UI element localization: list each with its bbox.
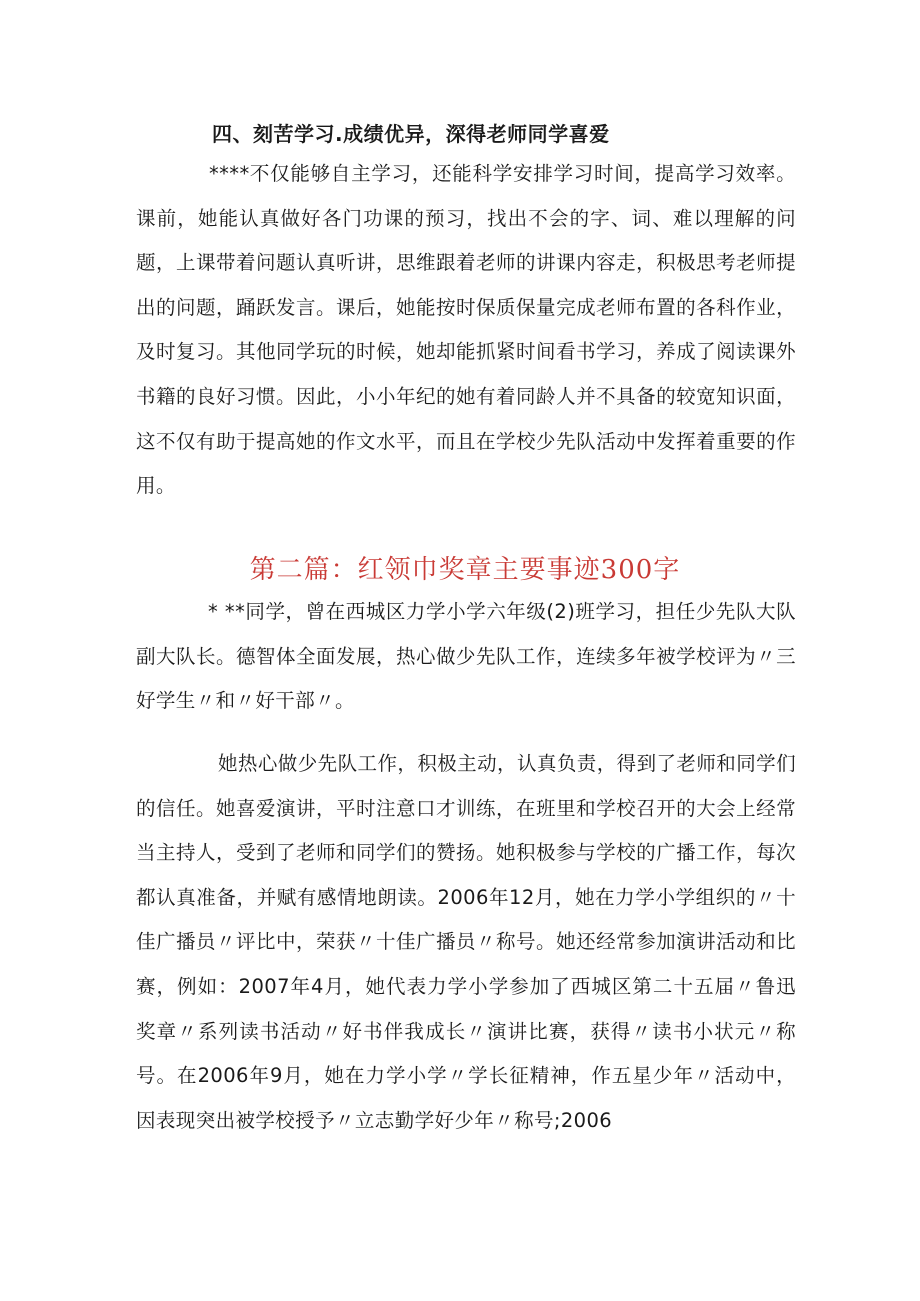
paragraph-study-habits: ****不仅能够自主学习，还能科学安排学习时间，提高学习效率。课前，她能认真做好各门功课的预习，找出不会的字、词、难以理解的问题，上课带着问题认真听讲，思维跟着老师的讲课内容走，积极思考老师提出的问题，踊跃发言。课后，她能按时保质保量完成老师布置的各科作业，及时复习。其他同学玩的时候，她却能抓紧时间看书学习，养成了阅读课外书籍的良好习惯。因此，小小年纪的她有着同龄人并不具备的较宽知识面，这不仅有助于提高她的作文水平，而且在学校少先队活动中发挥着重要的作用。 bbox=[136, 162, 796, 498]
chapter-title bbox=[0, 550, 920, 590]
paragraph-introduction: * **同学，曾在西城区力学小学六年级(2)班学习，担任少先队大队副大队长。德智体全面发展，热心做少先队工作，连续多年被学校评为〃三好学生〃和〃好干部〃。 bbox=[136, 600, 796, 713]
section-heading: 四、刻苦学习.成绩优异，深得老师同学喜爱 bbox=[212, 122, 610, 146]
chapter-title-text: 第二篇：红领巾奖章主要事迹300字 bbox=[249, 555, 681, 585]
paragraph-activities: 她热心做少先队工作，积极主动，认真负责，得到了老师和同学们的信任。她喜爱演讲，平时注意口才训练，在班里和学校召开的大会上经常当主持人，受到了老师和同学们的赞扬。她积极参与学校的广播工作，每次都认真准备，并赋有感情地朗读。2006年12月，她在力学小学组织的〃十佳广播员〃评比中，荣获〃十佳广播员〃称号。她还经常参加演讲活动和比赛，例如：2007年4月，她代表力学小学参加了西城区第二十五届〃鲁迅奖章〃系列读书活动〃好书伴我成长〃演讲比赛，获得〃读书小状元〃称号。在2006年9月，她在力学小学〃学长征精神，作五星少年〃活动中，因表现突出被学校授予〃立志勤学好少年〃称号;2006 bbox=[136, 752, 796, 1132]
